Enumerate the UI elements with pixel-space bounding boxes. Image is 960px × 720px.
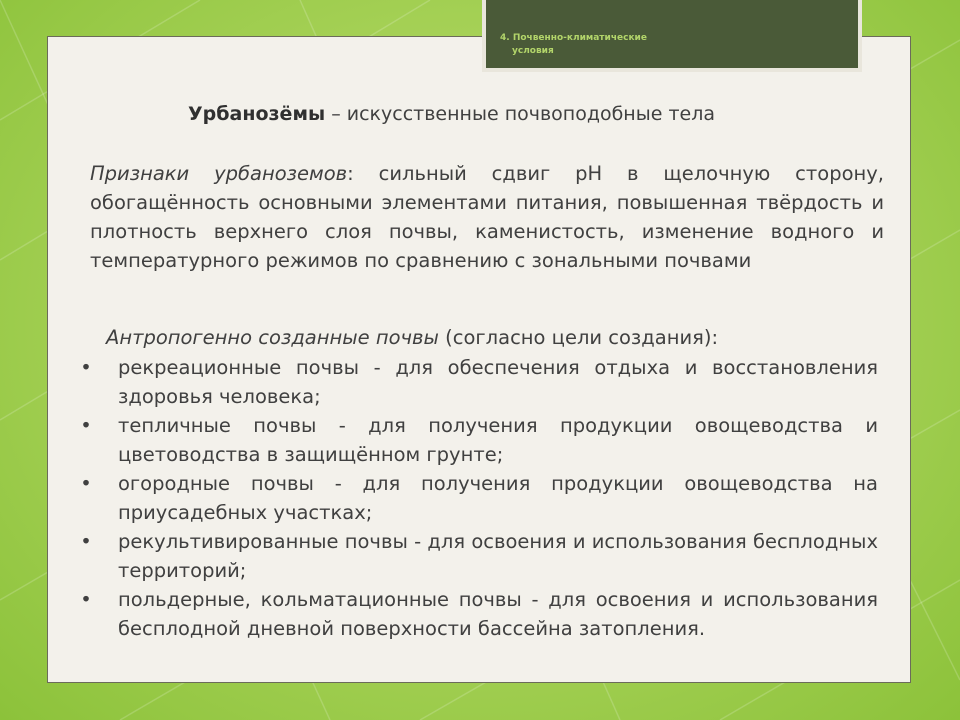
definition-text: искусственные почвоподобные тела <box>346 103 716 125</box>
section-title <box>500 32 680 58</box>
section-title-tab <box>482 0 862 72</box>
list-item-text: тепличные почвы - для получения продукции овощеводства и цветоводства в защищённом грунте; <box>118 414 878 466</box>
bullet-icon: • <box>80 414 92 437</box>
definition-line <box>188 103 715 125</box>
definition-separator: – <box>325 103 347 125</box>
slide-content <box>48 37 912 684</box>
bullet-icon: • <box>80 356 92 379</box>
bullet-icon: • <box>80 588 92 611</box>
section-title-line1: 4. Почвенно-климатические <box>500 33 647 43</box>
slide-panel <box>47 36 911 683</box>
list-item-text: рекреационные почвы - для обеспечения отдыха и восстановления здоровья человека; <box>118 356 878 408</box>
list-item <box>76 469 878 527</box>
list-item-text: огородные почвы - для получения продукции овощеводства на приусадебных участках; <box>118 472 878 524</box>
anthropogenic-heading <box>106 326 718 349</box>
signs-text: : сильный сдвиг pH в щелочную сторону, обогащённость основными элементами питания, повышенная твёрдость и плотность верхнего слоя почвы, каменистость, изменение водного и температурного режимов по сравнению с зональными почвами <box>90 162 884 272</box>
anthropogenic-heading-rest: (согласно цели создания): <box>438 326 719 349</box>
section-title-line2: условия <box>512 46 554 56</box>
bullet-icon: • <box>80 472 92 495</box>
bullet-icon: • <box>80 530 92 553</box>
list-item-text: рекультивированные почвы - для освоения и использования бесплодных территорий; <box>118 530 878 582</box>
soil-type-list <box>76 353 878 643</box>
signs-paragraph <box>90 159 884 275</box>
list-item <box>76 353 878 411</box>
list-item-text: польдерные, кольматационные почвы - для освоения и использования бесплодной дневной поверхности бассейна затопления. <box>118 588 878 640</box>
list-item <box>76 411 878 469</box>
definition-term: Урбанозёмы <box>188 103 326 125</box>
list-item <box>76 585 878 643</box>
list-item <box>76 527 878 585</box>
signs-label: Признаки урбаноземов <box>90 162 348 185</box>
anthropogenic-heading-italic: Антропогенно созданные почвы <box>106 326 439 349</box>
